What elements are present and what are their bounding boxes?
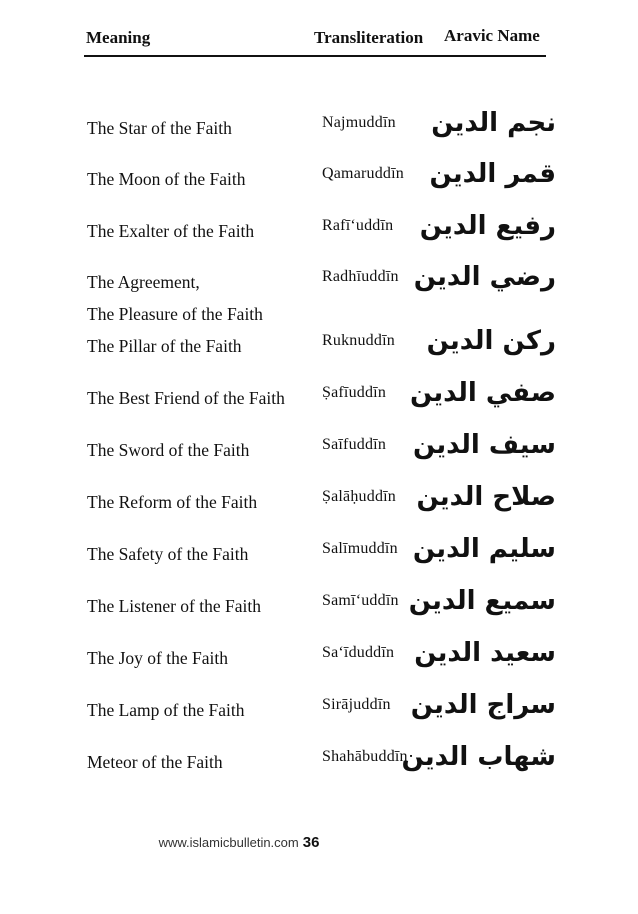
row-arabic-name: ركن الدين: [426, 326, 556, 356]
header-rule: [84, 55, 546, 57]
header-transliteration: Transliteration: [314, 28, 424, 47]
row-meaning: The Best Friend of the Faith: [87, 388, 285, 408]
row-meaning-line-2: The Pleasure of the Faith: [87, 304, 263, 324]
row-transliteration: Salīmuddīn: [322, 540, 398, 557]
row-arabic-name: قمر الدين: [429, 159, 556, 189]
row-arabic-name: سميع الدين: [408, 586, 556, 616]
row-transliteration: Saīfuddīn: [322, 436, 387, 453]
row-meaning: The Lamp of the Faith: [87, 700, 245, 720]
row-arabic-name: صلاح الدين: [416, 482, 556, 512]
row-meaning: The Reform of the Faith: [87, 492, 258, 512]
row-transliteration: Sa‘īduddīn: [322, 644, 395, 661]
page-footer: [0, 834, 638, 852]
row-arabic-name: رفيع الدين: [419, 211, 556, 241]
row-arabic-name: صفي الدين: [409, 378, 556, 408]
header-arabic-name: Aravic Name: [444, 26, 540, 45]
row-meaning: Meteor of the Faith: [87, 752, 223, 772]
row-meaning: The Star of the Faith: [87, 118, 232, 138]
row-arabic-name: رضي الدين: [413, 262, 556, 292]
row-transliteration: Rafī‘uddīn: [322, 217, 394, 234]
row-transliteration: Najmuddīn: [322, 114, 396, 131]
row-arabic-name: سراج الدين: [410, 690, 556, 720]
row-arabic-name: سعيد الدين: [414, 638, 556, 668]
row-transliteration: Ṣafīuddīn: [322, 384, 387, 401]
row-transliteration: Sirājuddīn: [322, 696, 391, 713]
row-arabic-name: شهاب الدين: [401, 742, 556, 772]
row-arabic-name: نجم الدين: [431, 108, 556, 138]
row-meaning: The Agreement,: [87, 272, 200, 292]
header-meaning: Meaning: [86, 28, 151, 47]
row-meaning: The Exalter of the Faith: [87, 221, 255, 241]
footer-url[interactable]: www.islamicbulletin.com: [158, 835, 299, 850]
row-meaning: The Moon of the Faith: [87, 169, 246, 189]
row-transliteration: Shahābuddīn: [322, 748, 408, 765]
row-meaning: The Listener of the Faith: [87, 596, 261, 616]
row-transliteration: Ṣalāḥuddīn: [322, 488, 396, 505]
row-meaning: The Joy of the Faith: [87, 648, 228, 668]
row-meaning: The Sword of the Faith: [87, 440, 250, 460]
row-transliteration: Ruknuddīn: [322, 332, 395, 349]
row-meaning: The Pillar of the Faith: [87, 336, 242, 356]
row-transliteration: Qamaruddīn: [322, 165, 404, 182]
row-arabic-name: سليم الدين: [412, 534, 556, 564]
row-arabic-name: سيف الدين: [412, 430, 556, 460]
row-meaning: The Safety of the Faith: [87, 544, 249, 564]
row-transliteration: Samī‘uddīn: [322, 592, 399, 609]
page-number: 36: [302, 834, 320, 851]
row-transliteration: Radhīuddīn: [322, 268, 399, 285]
